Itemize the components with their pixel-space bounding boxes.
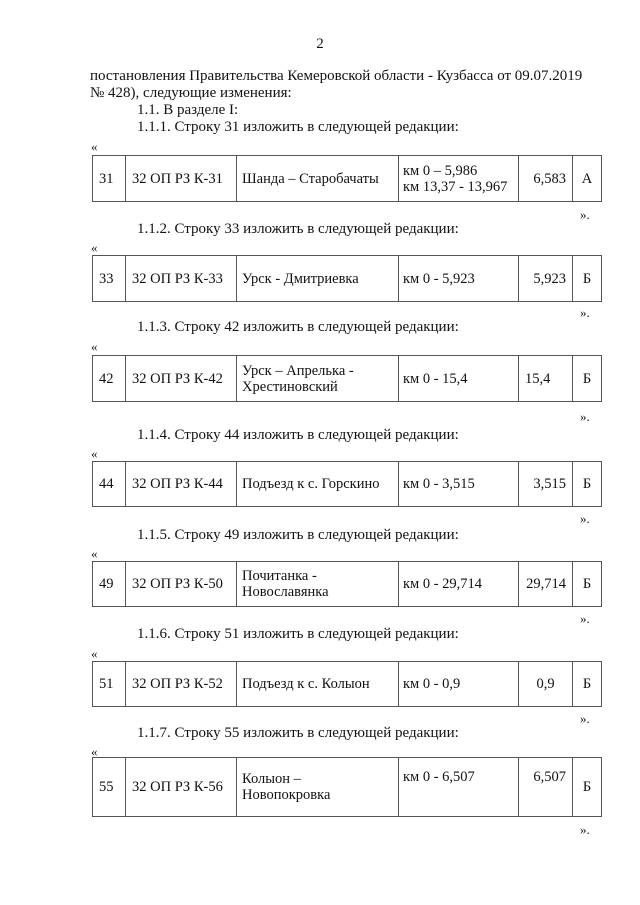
close-quote: ». [580,511,590,526]
item-heading: 1.1.7. Строку 55 изложить в следующей редакции: [137,725,459,741]
road-row-table [92,255,602,302]
cell-code: 32 ОП РЗ К-33 [126,256,237,302]
road-row-table [92,355,602,402]
cell-num: 42 [93,356,126,402]
item-heading: 1.1.3. Строку 42 изложить в следующей редакции: [137,319,459,335]
intro-line-2: № 428), следующие изменения: [90,85,292,101]
cell-category: А [573,156,602,202]
road-row-table [92,661,602,707]
cell-category: Б [573,662,602,707]
table-row [93,758,602,817]
cell-category: Б [573,562,602,607]
open-quote: « [91,646,98,661]
cell-km: км 0 - 15,4 [399,356,519,402]
km-range: км 0 – 5,986 [403,162,478,179]
table-row [93,562,602,607]
item-heading: 1.1.2. Строку 33 изложить в следующей редакции: [137,221,459,237]
cell-num: 49 [93,562,126,607]
cell-name: Почитанка - Новославянка [237,562,399,607]
cell-code: 32 ОП РЗ К-31 [126,156,237,202]
cell-num: 31 [93,156,126,202]
cell-length: 0,9 [519,662,573,707]
open-quote: « [91,744,98,759]
cell-num: 44 [93,462,126,507]
table-row [93,662,602,707]
cell-km: км 0 - 6,507 [399,758,519,817]
close-quote: ». [580,207,590,222]
cell-length: 3,515 [519,462,573,507]
table-row [93,256,602,302]
cell-km: км 0 - 29,714 [399,562,519,607]
km-range: км 13,37 - 13,967 [403,178,508,195]
cell-length: 5,923 [519,256,573,302]
cell-km: км 0 - 3,515 [399,462,519,507]
open-quote: « [91,339,98,354]
cell-name: Подъезд к с. Колыон [237,662,399,707]
cell-category: Б [573,758,602,817]
cell-name: Подъезд к с. Горскино [237,462,399,507]
cell-num: 33 [93,256,126,302]
cell-category: Б [573,256,602,302]
cell-length: 6,507 [519,758,573,817]
cell-length: 29,714 [519,562,573,607]
page-number: 2 [316,36,324,52]
table-row [93,462,602,507]
road-row-table [92,155,602,202]
open-quote: « [91,139,98,154]
cell-km: км 0 - 0,9 [399,662,519,707]
intro-line-1: постановления Правительства Кемеровской области - Кузбасса от 09.07.2019 [90,68,583,84]
open-quote: « [91,240,98,255]
cell-code: 32 ОП РЗ К-56 [126,758,237,817]
open-quote: « [91,546,98,561]
intro-paragraph [90,68,605,102]
close-quote: ». [580,611,590,626]
cell-code: 32 ОП РЗ К-42 [126,356,237,402]
open-quote: « [91,446,98,461]
close-quote: ». [580,822,590,837]
section-heading: 1.1. В разделе I: [137,102,239,118]
cell-category: Б [573,356,602,402]
item-heading: 1.1.4. Строку 44 изложить в следующей редакции: [137,427,459,443]
item-heading: 1.1.5. Строку 49 изложить в следующей редакции: [137,527,459,543]
cell-name: Шанда – Старобачаты [237,156,399,202]
cell-length: 15,4 [519,356,573,402]
cell-code: 32 ОП РЗ К-50 [126,562,237,607]
cell-name: Урск - Дмитриевка [237,256,399,302]
close-quote: ». [580,711,590,726]
road-row-table [92,461,602,507]
close-quote: ». [580,305,590,320]
cell-km [399,156,519,202]
table-row [93,156,602,202]
cell-category: Б [573,462,602,507]
item-heading: 1.1.6. Строку 51 изложить в следующей редакции: [137,626,459,642]
cell-km: км 0 - 5,923 [399,256,519,302]
cell-length: 6,583 [519,156,573,202]
table-row [93,356,602,402]
cell-code: 32 ОП РЗ К-44 [126,462,237,507]
cell-name: Колыон – Новопокровка [237,758,399,817]
cell-num: 51 [93,662,126,707]
close-quote: ». [580,409,590,424]
cell-code: 32 ОП РЗ К-52 [126,662,237,707]
item-heading: 1.1.1. Строку 31 изложить в следующей редакции: [137,119,459,135]
road-row-table [92,757,602,817]
cell-num: 55 [93,758,126,817]
cell-name: Урск – Апрелька - Хрестиновский [237,356,399,402]
road-row-table [92,561,602,607]
